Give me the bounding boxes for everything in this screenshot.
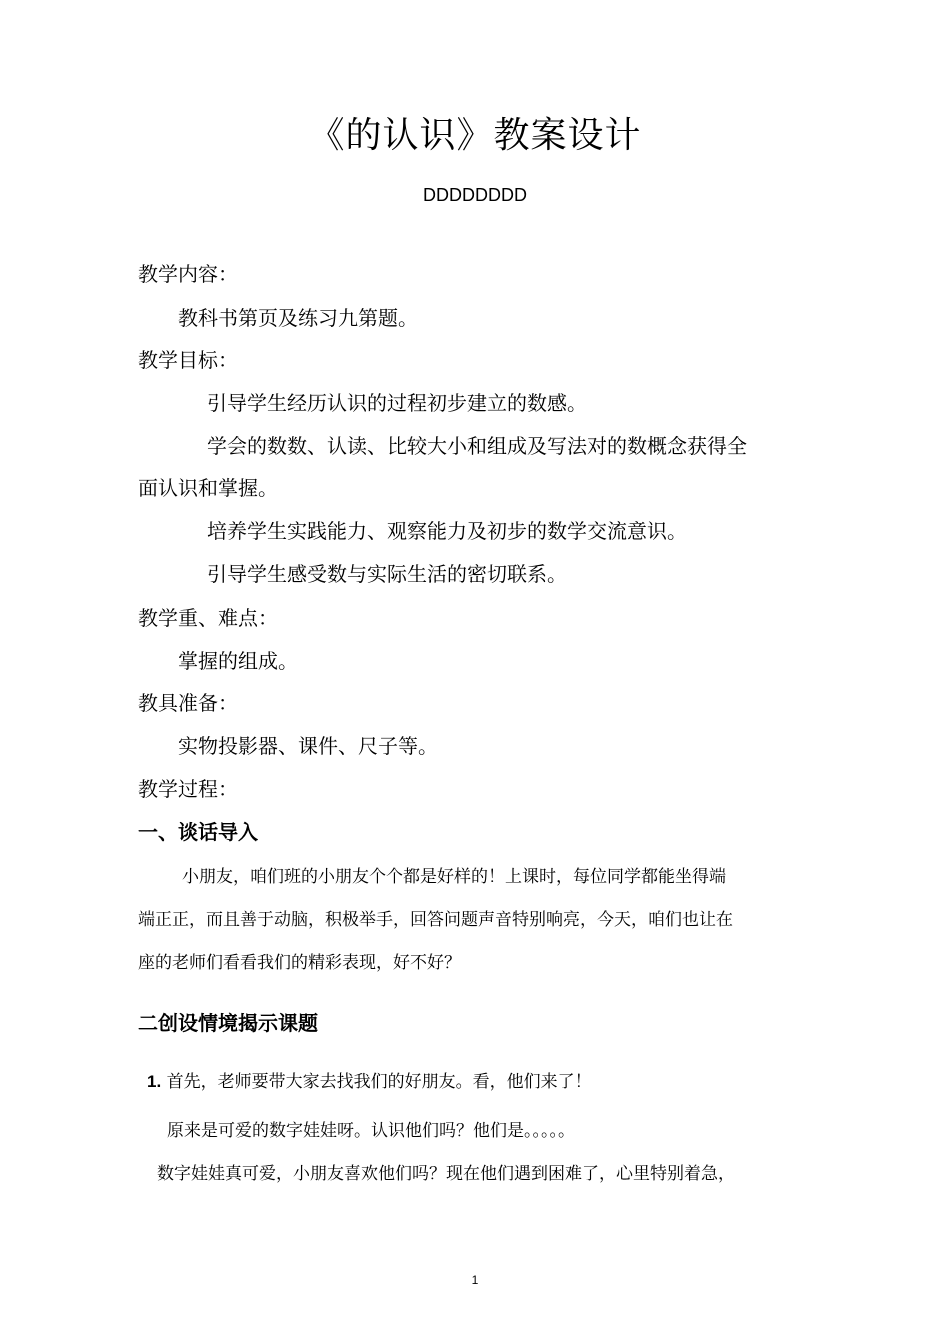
step1-number: 1. bbox=[147, 1072, 162, 1091]
tools-text: 实物投影器、课件、尺子等。 bbox=[178, 734, 438, 758]
step1-line2: 原来是可爱的数字娃娃呀。认识他们吗？他们是。。。。。 bbox=[167, 1121, 575, 1141]
process-label: 教学过程： bbox=[138, 777, 238, 801]
content-label: 教学内容： bbox=[138, 262, 238, 286]
part1-paragraph-line: 端正正，而且善于动脑，积极举手，回答问题声音特别响亮，今天，咱们也让在 bbox=[138, 910, 733, 930]
goal-item: 学会的数数、认读、比较大小和组成及写法对的数概念获得全 bbox=[207, 434, 747, 458]
document-author: DDDDDDDD bbox=[423, 185, 527, 205]
part1-heading: 一、谈话导入 bbox=[138, 820, 258, 844]
goal-item: 引导学生感受数与实际生活的密切联系。 bbox=[207, 562, 567, 586]
goal-item: 引导学生经历认识的过程初步建立的数感。 bbox=[207, 391, 587, 415]
goal-item: 培养学生实践能力、观察能力及初步的数学交流意识。 bbox=[207, 519, 687, 543]
content-text: 教科书第页及练习九第题。 bbox=[178, 306, 418, 330]
step1-text: 首先，老师要带大家去找我们的好朋友。看，他们来了！ bbox=[166, 1072, 592, 1092]
step1-line bbox=[147, 1070, 592, 1094]
step1-line3: 数字娃娃真可爱，小朋友喜欢他们吗？现在他们遇到困难了，心里特别着急， bbox=[157, 1164, 735, 1184]
page-number: 1 bbox=[471, 1273, 479, 1287]
part2-heading: 二创设情境揭示课题 bbox=[138, 1011, 318, 1035]
part1-paragraph-line: 座的老师们看看我们的精彩表现，好不好？ bbox=[138, 953, 461, 973]
tools-label: 教具准备： bbox=[138, 691, 238, 715]
part1-paragraph-line: 小朋友，咱们班的小朋友个个都是好样的！上课时，每位同学都能坐得端 bbox=[182, 867, 726, 887]
key-points-text: 掌握的组成。 bbox=[178, 649, 298, 673]
goals-label: 教学目标： bbox=[138, 348, 238, 372]
document-title: 《的认识》教案设计 bbox=[308, 115, 642, 156]
key-points-label: 教学重、难点： bbox=[138, 606, 278, 630]
goal-item-continuation: 面认识和掌握。 bbox=[138, 476, 278, 500]
